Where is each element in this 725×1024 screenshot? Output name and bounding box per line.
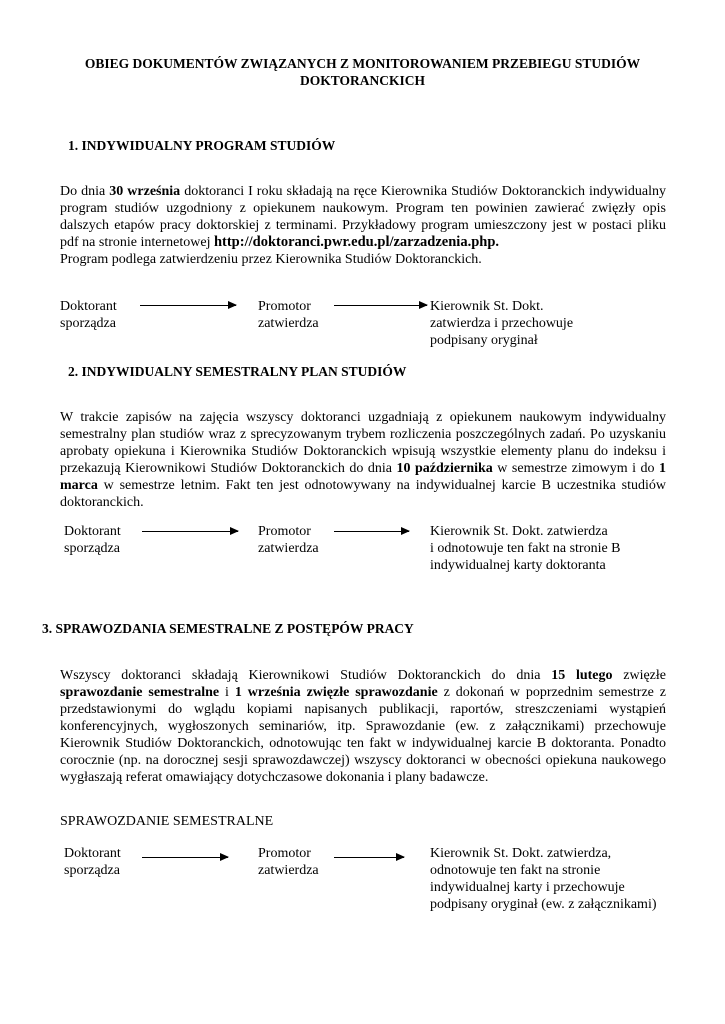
section3-flow-kierownik — [430, 845, 657, 913]
section2-text-mid: w semestrze zimowym i do — [492, 461, 660, 476]
flow-label: odnotowuje ten fakt na stronie — [430, 863, 601, 878]
section3-date2-bold: 1 września zwięzłe sprawozdanie — [234, 685, 438, 700]
flow-label: Kierownik St. Dokt. zatwierdza — [430, 524, 608, 539]
section3-arrow-2 — [334, 857, 404, 858]
flow-label: zatwierdza — [258, 541, 319, 556]
section1-flow-doktorant — [60, 298, 117, 332]
section2-date1-bold: 10 października — [396, 461, 493, 476]
section2-arrow-1 — [142, 531, 238, 532]
section1-text-start: Do dnia — [60, 184, 110, 199]
section2-flow-kierownik — [430, 523, 621, 574]
section1-paragraph — [60, 183, 666, 268]
flow-label: podpisany oryginał — [430, 333, 538, 348]
flow-label: zatwierdza — [258, 863, 319, 878]
section3-subheading: SPRAWOZDANIE SEMESTRALNE — [60, 814, 274, 829]
section3-text-mid1: zwięzłe — [612, 668, 667, 683]
section3-report-bold: sprawozdanie semestralne — [60, 685, 220, 700]
section1-text-mid: doktoranci I roku składają na ręce Kierownika Studiów Doktoranckich indywidualny program studiów uzgodniony z opiekunem naukowym. Program ten powinien zawierać zwięzły opis dalszych etapów pracy doktorskiej z terminami. Przykładowy program umieszczony jest w postaci pliku pdf na stronie internetowej — [60, 184, 666, 250]
section2-text-start: W trakcie zapisów na zajęcia wszyscy doktoranci uzgadniają z opiekunem naukowym indywidualny semestralny plan studiów wraz z sprecyzowanym trybem rozliczenia poszczególnych zadań. Po uzyskaniu aprobaty opiekuna i Kierownika Studiów Doktoranckich wpisują wszystkie elementy planu do indeksu i przekazują Kierownikowi Studiów Doktoranckich do dnia — [60, 410, 666, 476]
flow-label: zatwierdza — [258, 316, 319, 331]
section3-arrow-1 — [142, 857, 228, 858]
flow-label: Promotor — [258, 524, 311, 539]
section1-flow-promotor — [258, 298, 319, 332]
flow-label: sporządza — [60, 316, 116, 331]
document-title-line2: DOKTORANCKICH — [299, 73, 425, 88]
flow-label: zatwierdza i przechowuje — [430, 316, 574, 331]
document-title — [40, 55, 685, 89]
section1-link: http://doktoranci.pwr.edu.pl/zarzadzenia.php. — [213, 234, 500, 250]
flow-label: Doktorant — [64, 846, 121, 861]
flow-label: sporządza — [64, 863, 120, 878]
section3-paragraph — [60, 667, 666, 786]
section1-date-bold: 30 września — [109, 184, 181, 199]
section1-arrow-1 — [140, 305, 236, 306]
section2-paragraph — [60, 409, 666, 511]
flow-label: i odnotowuje ten fakt na stronie B — [430, 541, 621, 556]
section1-heading: 1. INDYWIDUALNY PROGRAM STUDIÓW — [68, 138, 336, 153]
section3-date1-bold: 15 lutego — [551, 668, 613, 683]
section2-heading: 2. INDYWIDUALNY SEMESTRALNY PLAN STUDIÓW — [68, 364, 407, 379]
section2-flow-promotor — [258, 523, 319, 557]
section3-text-mid2: i — [219, 685, 235, 700]
section2-text-end: w semestrze letnim. Fakt ten jest odnotowywany na indywidualnej karcie B uczestnika studiów doktoranckich. — [60, 478, 666, 510]
section2-arrow-2 — [334, 531, 409, 532]
section3-text-start: Wszyscy doktoranci składają Kierownikowi Studiów Doktoranckich do dnia — [60, 668, 552, 683]
flow-label: Kierownik St. Dokt. zatwierdza, — [430, 846, 612, 861]
flow-label: indywidualnej karty i przechowuje — [430, 880, 625, 895]
section2-date2-bold: 1 marca — [60, 461, 667, 493]
flow-label: Doktorant — [60, 299, 117, 314]
section1-flow-kierownik — [430, 298, 573, 349]
section2-flow-doktorant — [64, 523, 121, 557]
section3-flow-promotor — [258, 845, 319, 879]
flow-label: podpisany oryginał (ew. z załącznikami) — [430, 897, 657, 912]
flow-label: indywidualnej karty doktoranta — [430, 558, 606, 573]
flow-label: Promotor — [258, 846, 311, 861]
section3-flow-doktorant — [64, 845, 121, 879]
flow-label: Kierownik St. Dokt. — [430, 299, 544, 314]
flow-label: Doktorant — [64, 524, 121, 539]
section3-text-end: z dokonań w poprzednim semestrze z przedstawionymi do wglądu kopiami napisanych publikacji, raportów, streszczeniami wystąpień konferencyjnych, wygłoszonych seminariów, itp. Sprawozdanie (ew. z załącznikami) przechowuje Kierownik Studiów Doktoranckich, odnotowując ten fakt w indywidualnej karcie B doktoranta. Ponadto corocznie (np. na dorocznej sesji sprawozdawczej) wszyscy doktoranci w obecności opiekuna naukowego wygłaszają referat omawiający dotychczasowe dokonania i plany badawcze. — [60, 685, 667, 785]
document-title-line1: OBIEG DOKUMENTÓW ZWIĄZANYCH Z MONITOROWANIEM PRZEBIEGU STUDIÓW — [84, 56, 641, 71]
flow-label: sporządza — [64, 541, 120, 556]
section1-text-end: Program podlega zatwierdzeniu przez Kierownika Studiów Doktoranckich. — [60, 252, 482, 267]
section1-arrow-2 — [334, 305, 427, 306]
flow-label: Promotor — [258, 299, 311, 314]
section3-heading: 3. SPRAWOZDANIA SEMESTRALNE Z POSTĘPÓW PRACY — [42, 621, 414, 636]
